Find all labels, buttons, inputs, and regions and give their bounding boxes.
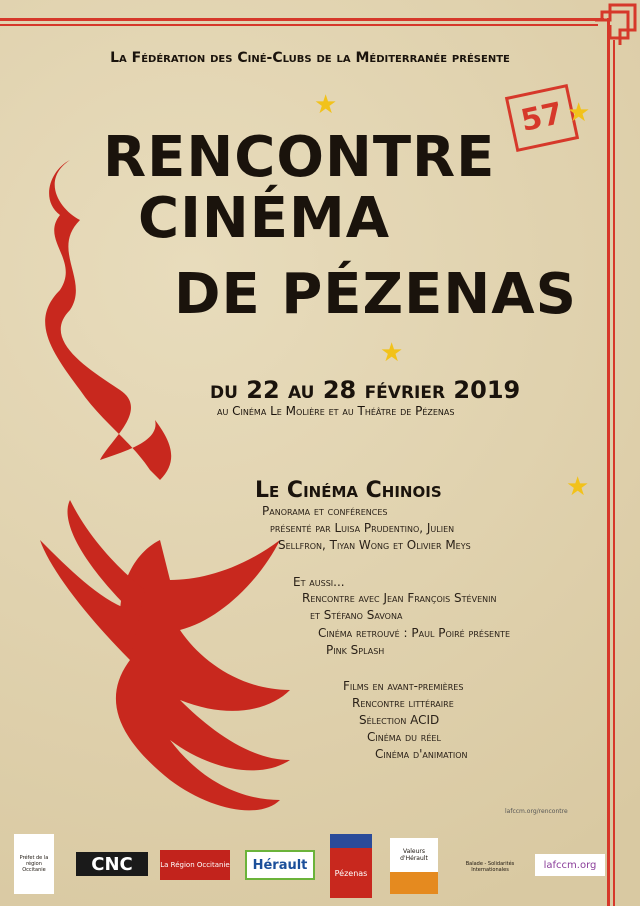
star-icon: ★ <box>567 98 591 128</box>
logo-prefet: Préfet de la région Occitanie <box>14 834 54 894</box>
logo-pezenas: Pézenas <box>330 834 372 898</box>
extra-line: Cinéma du réel <box>367 730 441 744</box>
extra-line: Films en avant-premières <box>343 679 464 693</box>
star-icon: ★ <box>380 338 404 368</box>
also-heading: Et aussi... <box>293 575 345 589</box>
logo-valeurs: Valeurs d'Hérault <box>390 838 438 894</box>
frame-top-line <box>0 18 604 21</box>
also-line: Rencontre avec Jean François Stévenin <box>302 591 497 605</box>
star-icon: ★ <box>314 90 338 120</box>
program-line: présenté par Luisa Prudentino, Julien <box>270 521 455 535</box>
festival-venue: au Cinéma Le Molière et au Théâtre de Pézenas <box>217 404 455 418</box>
website-link[interactable]: lafccm.org/rencontre <box>505 808 568 815</box>
also-line: Pink Splash <box>326 643 385 657</box>
fret-corner-icon <box>590 0 640 50</box>
program-heading: Le Cinéma Chinois <box>255 478 442 503</box>
also-line: Cinéma retrouvé : Paul Poiré présente <box>318 626 511 640</box>
logo-occitanie: La Région Occitanie <box>160 850 230 880</box>
logo-lafccm: lafccm.org <box>535 854 605 876</box>
frame-top-line-inner <box>0 24 598 26</box>
festival-dates: du 22 au 28 février 2019 <box>210 376 521 404</box>
also-line: et Stéfano Savona <box>310 608 403 622</box>
presenter-line: La Fédération des Ciné-Clubs de la Méditerranée présente <box>110 50 510 66</box>
title-line-1: RENCONTRE <box>103 125 496 190</box>
extra-line: Sélection ACID <box>359 713 440 727</box>
program-line: Panorama et conférences <box>262 504 388 518</box>
frame-right-line <box>607 18 610 906</box>
title-line-3: DE PÉZENAS <box>174 262 577 327</box>
extra-line: Cinéma d'animation <box>375 747 468 761</box>
program-line: Sellfron, Tiyan Wong et Olivier Meys <box>278 538 471 552</box>
star-icon: ★ <box>566 472 590 502</box>
title-line-2: CINÉMA <box>138 186 391 251</box>
logo-cnc: CNC <box>76 852 148 876</box>
frame-right-line-inner <box>613 40 615 906</box>
edition-badge: 57 <box>505 84 579 152</box>
logo-herault: Hérault <box>245 850 315 880</box>
logo-balade: Balade - Solidarités Internationales <box>465 861 515 873</box>
extra-line: Rencontre littéraire <box>352 696 454 710</box>
